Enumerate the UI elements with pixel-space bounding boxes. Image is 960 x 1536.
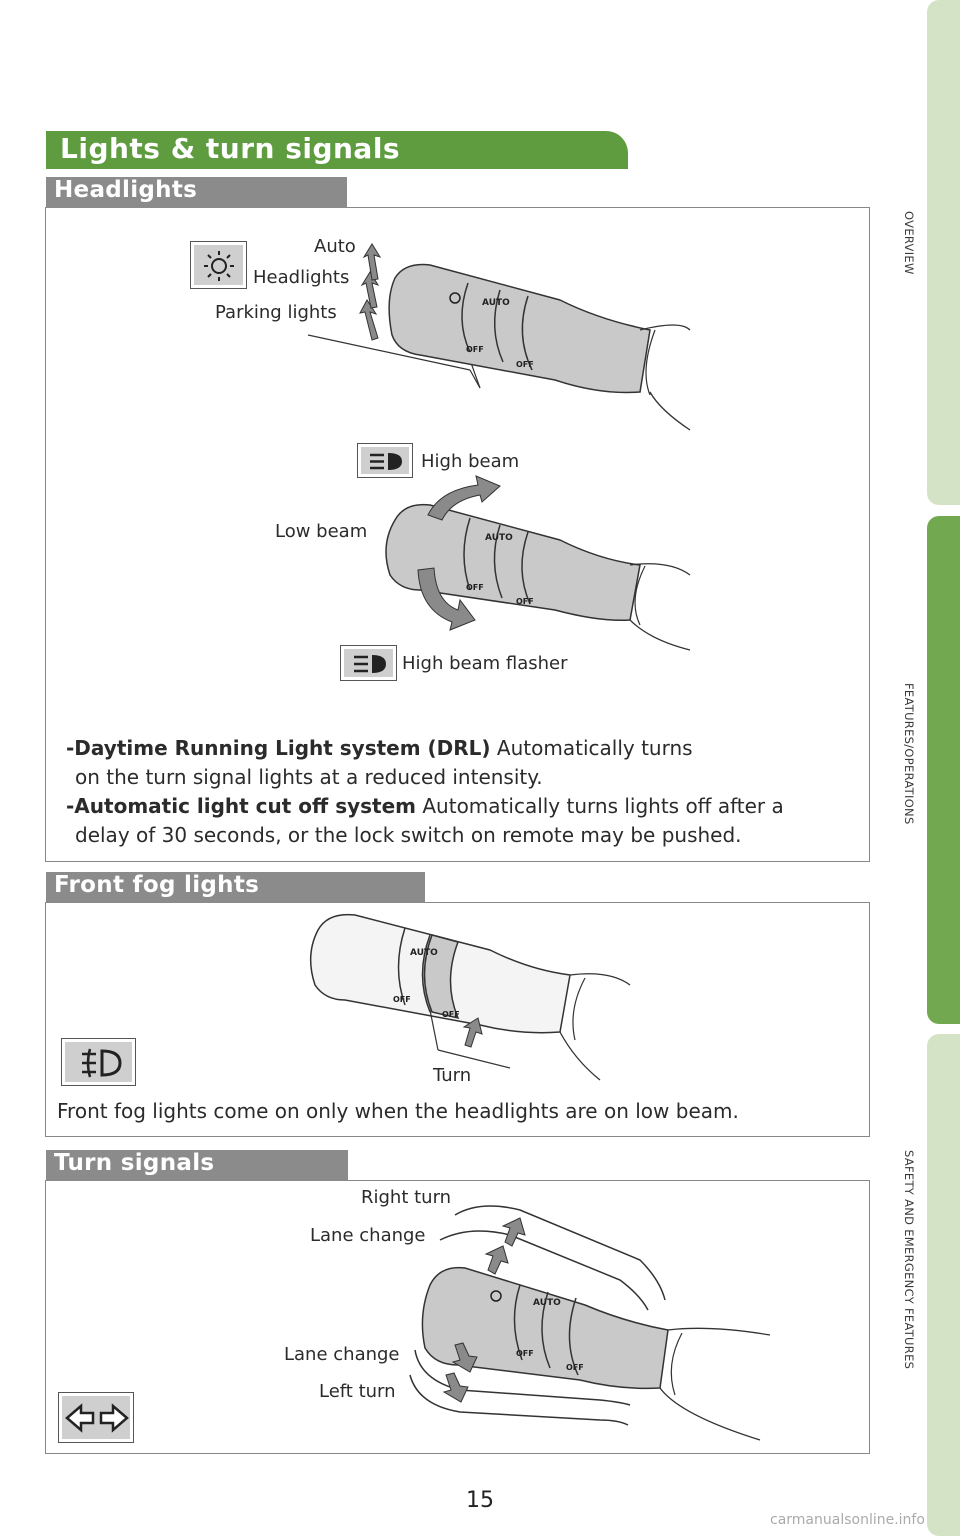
fog-header: Front fog lights <box>54 872 260 898</box>
headlights-header: Headlights <box>54 177 198 203</box>
lever1-auto-mark: AUTO <box>482 298 510 308</box>
turn-lever-off-mark-2: OFF <box>566 1363 584 1372</box>
page-number: 15 <box>466 1488 494 1513</box>
label-lane-change-up: Lane change <box>310 1225 426 1246</box>
label-auto: Auto <box>314 236 356 257</box>
label-parking-lights: Parking lights <box>215 302 337 323</box>
turn-lever-auto-mark: AUTO <box>533 1298 561 1308</box>
label-low-beam: Low beam <box>275 521 368 542</box>
label-high-beam: High beam <box>421 451 520 472</box>
label-headlights: Headlights <box>253 267 350 288</box>
cutoff-bold: -Automatic light cut off system <box>66 794 417 818</box>
fog-lever-off-mark-2: OFF <box>442 1010 460 1019</box>
drl-text: Automatically turns <box>490 736 693 760</box>
watermark: carmanualsonline.info <box>770 1512 925 1528</box>
lever1-off-mark-2: OFF <box>516 360 534 369</box>
side-tab-features-label: FEATURES/OPERATIONS <box>902 683 916 825</box>
cutoff-text: Automatically turns lights off after a <box>416 794 784 818</box>
turn-signals-header: Turn signals <box>54 1150 215 1176</box>
lever1-off-mark: OFF <box>466 345 484 354</box>
lever2-auto-mark: AUTO <box>485 533 513 543</box>
fog-lever-off-mark: OFF <box>393 995 411 1004</box>
cutoff-line-2: delay of 30 seconds, or the lock switch on remote may be pushed. <box>75 823 742 847</box>
fog-note: Front fog lights come on only when the headlights are on low beam. <box>57 1099 739 1123</box>
side-tab-overview-label: OVERVIEW <box>902 211 916 275</box>
side-tab-safety-label: SAFETY AND EMERGENCY FEATURES <box>902 1150 916 1370</box>
turn-signal-icon-box <box>58 1392 134 1443</box>
label-left-turn: Left turn <box>319 1381 396 1402</box>
label-high-beam-flasher: High beam flasher <box>402 653 568 674</box>
label-right-turn: Right turn <box>361 1187 452 1208</box>
drl-bold: -Daytime Running Light system (DRL) <box>66 736 491 760</box>
fog-lever-auto-mark: AUTO <box>410 948 438 958</box>
label-lane-change-down: Lane change <box>284 1344 400 1365</box>
turn-signal-arrows-icon <box>59 1393 135 1444</box>
turn-lever-off-mark: OFF <box>516 1349 534 1358</box>
lever2-off-mark-2: OFF <box>516 597 534 606</box>
page-title: Lights & turn signals <box>60 132 401 165</box>
label-turn: Turn <box>433 1065 472 1086</box>
drl-line-2: on the turn signal lights at a reduced intensity. <box>75 765 543 789</box>
lever2-off-mark: OFF <box>466 583 484 592</box>
